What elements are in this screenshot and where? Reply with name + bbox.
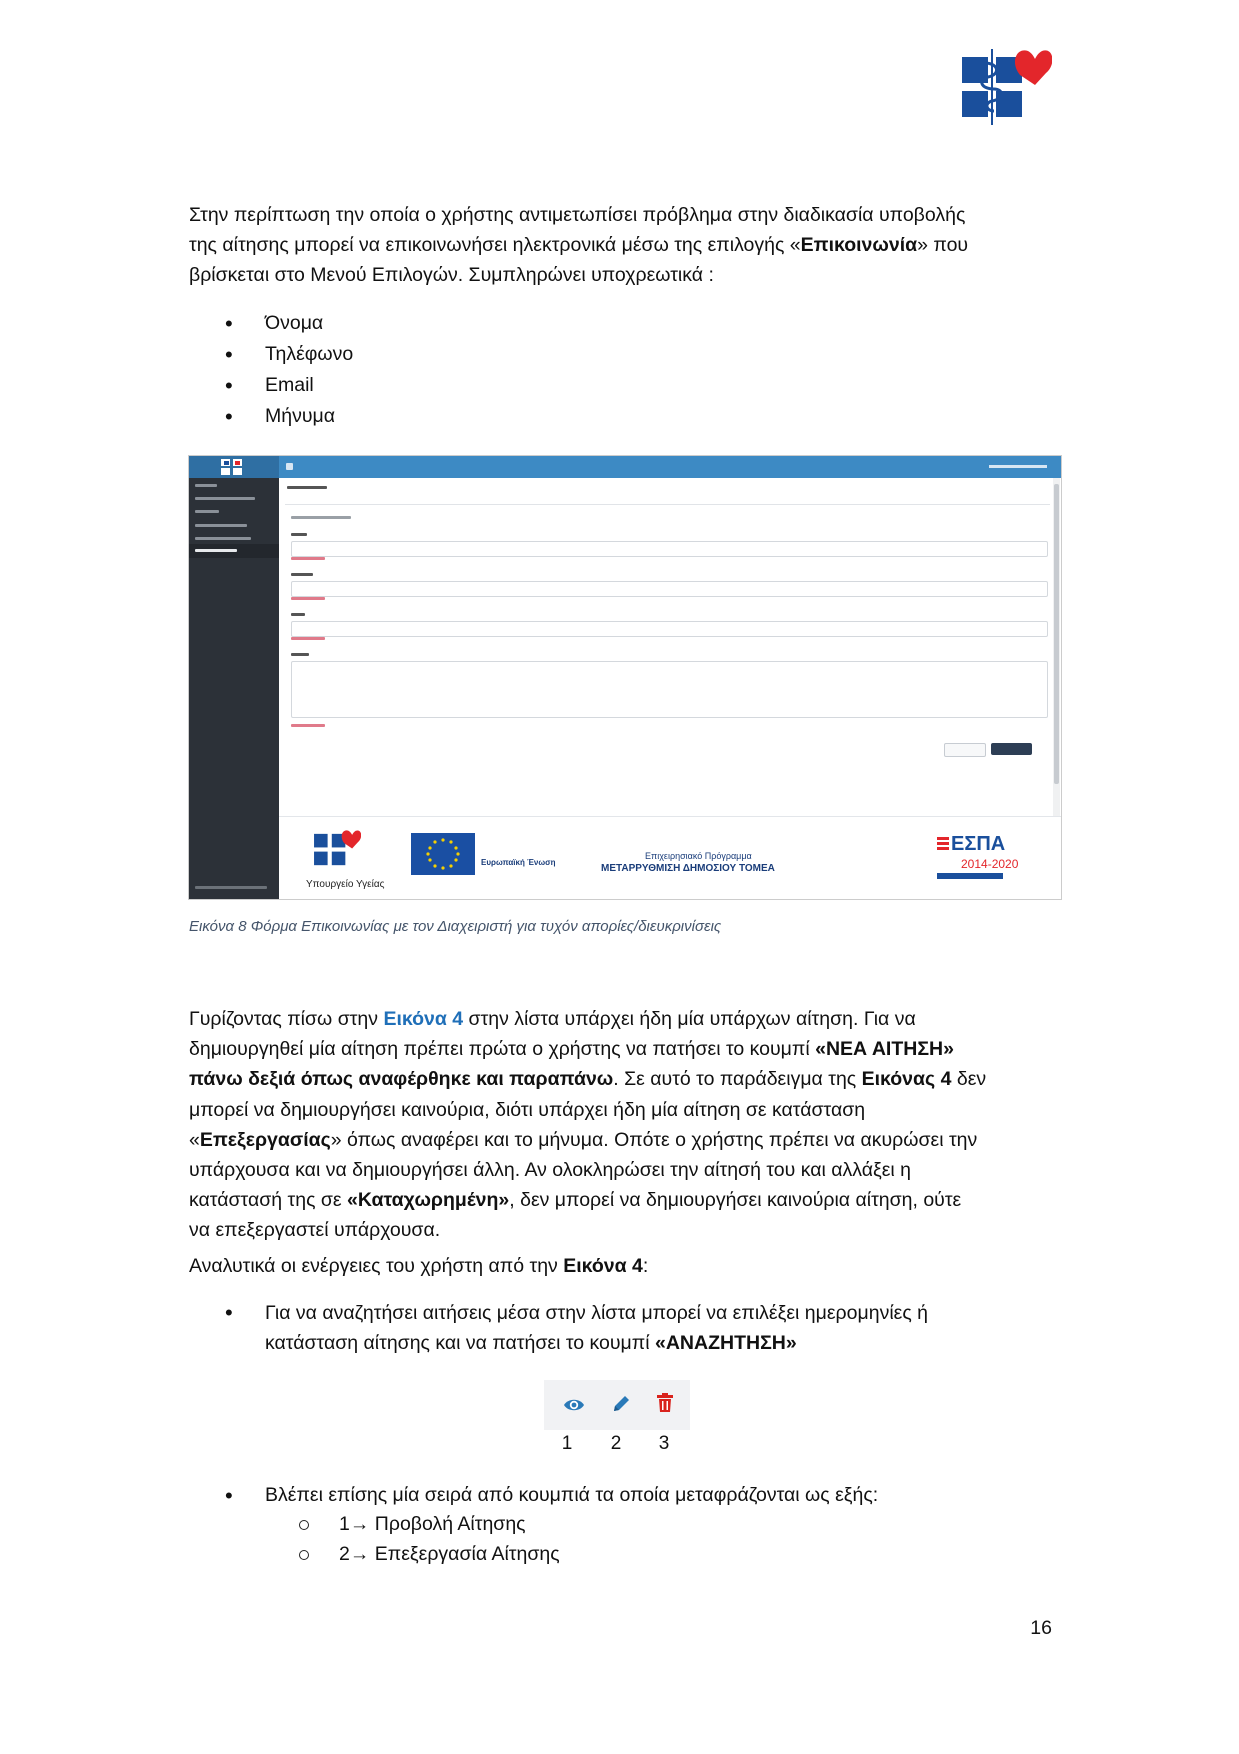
cancel-button[interactable] bbox=[944, 743, 986, 757]
espa-stripes bbox=[937, 837, 949, 851]
pencil-icon[interactable] bbox=[610, 1393, 632, 1415]
search-bullet bbox=[189, 1298, 1069, 1358]
list-item: 1→ Προβολή Αίτησης bbox=[299, 1509, 560, 1539]
espa-tagline bbox=[937, 873, 1003, 879]
phone-input[interactable] bbox=[291, 581, 1048, 597]
send-button[interactable] bbox=[991, 743, 1032, 755]
contact-option-ref: Επικοινωνία bbox=[800, 234, 918, 256]
action-label-3: 3 bbox=[658, 1433, 670, 1454]
app-sidebar bbox=[189, 478, 279, 899]
buttons-bullet bbox=[189, 1480, 1069, 1511]
app-footer bbox=[279, 816, 1061, 900]
required-fields-list bbox=[189, 308, 353, 432]
list-item: • Email bbox=[189, 370, 353, 401]
list-item: • Όνομα bbox=[189, 308, 353, 339]
figure-caption: Εικόνα 8 Φόρμα Επικοινωνίας με τον Διαχειριστή για τυχόν απορίες/διευκρινίσεις bbox=[189, 918, 722, 935]
trash-icon[interactable] bbox=[656, 1392, 674, 1414]
list-item: 2→ Επεξεργασία Αίτησης bbox=[299, 1539, 560, 1569]
figure-4-link[interactable]: Εικόνα 4 bbox=[383, 1008, 464, 1030]
footer-program-line2: ΜΕΤΑΡΡΥΘΜΙΣΗ ΔΗΜΟΣΙΟΥ ΤΟΜΕΑ bbox=[601, 863, 775, 874]
eu-flag-icon bbox=[411, 833, 475, 875]
name-input[interactable] bbox=[291, 541, 1048, 557]
buttons-sublist bbox=[299, 1509, 560, 1569]
sidebar-item[interactable] bbox=[195, 524, 247, 527]
footer-ministry-label: Υπουργείο Υγείας bbox=[306, 879, 385, 890]
home-icon[interactable] bbox=[286, 463, 293, 470]
list-item: • Για να αναζητήσει αιτήσεις μέσα στην λίστα μπορεί να επιλέξει ημερομηνίες ή κατάσταση αίτησης και να πατήσει το κουμπί «ΑΝΑΖΗΤΗΣΗ» bbox=[189, 1298, 1069, 1358]
espa-years: 2014-2020 bbox=[961, 857, 1019, 871]
paragraph-figure4: Γυρίζοντας πίσω στην Εικόνα 4 στην λίστα υπάρχει ήδη μία υπάρχων αίτηση. Για να δημιουργηθεί μία αίτηση πρέπει πρώτα ο χρήστης να πατήσει το κουμπί «ΝΕΑ ΑΙΤΗΣΗ» πάνω δεξιά όπως αναφέρθηκε και παραπάνω. Σε αυτό το παράδειγμα της Εικόνας 4 δεν μπορεί να δημιουργήσει καινούρια, διότι υπάρχει ήδη μία αίτηση σε κατάσταση «Επεξεργασίας» όπως αναφέρει και το μήνυμα. Οπότε ο χρήστης πρέπει να ακυρώσει την υπάρχουσα και να δημιουργήσει άλλη. Αν ολοκληρώσει την αίτησή του και αλλάξει η κατάστασή της σε «Καταχωρημένη», δεν μπορεί να δημιουργήσει καινούρια αίτηση, ούτε να επεξεργαστεί υπάρχουσα. bbox=[189, 1008, 987, 1242]
ministry-logo bbox=[960, 45, 1052, 127]
footer-program-line1: Επιχειρησιακό Πρόγραμμα bbox=[645, 851, 752, 861]
message-textarea[interactable] bbox=[291, 661, 1048, 718]
page-number: 16 bbox=[1030, 1617, 1052, 1639]
footer-eu-label: Ευρωπαϊκή Ένωση bbox=[481, 858, 556, 867]
paragraph-actions-intro: Αναλυτικά οι ενέργειες του χρήστη από την Εικόνα 4: bbox=[189, 1255, 649, 1277]
user-menu[interactable] bbox=[989, 465, 1047, 468]
email-input[interactable] bbox=[291, 621, 1048, 637]
espa-title: ΕΣΠΑ bbox=[951, 833, 1006, 855]
list-item: • Μήνυμα bbox=[189, 401, 353, 432]
eye-icon[interactable] bbox=[563, 1394, 585, 1416]
list-item: • Βλέπει επίσης μία σειρά από κουμπιά τα οποία μεταφράζονται ως εξής: bbox=[189, 1480, 1069, 1511]
sidebar-item[interactable] bbox=[195, 497, 255, 500]
app-brand bbox=[189, 456, 279, 478]
list-item: • Τηλέφωνο bbox=[189, 339, 353, 370]
action-label-2: 2 bbox=[610, 1433, 622, 1454]
intro-paragraph: Στην περίπτωση την οποία ο χρήστης αντιμετωπίσει πρόβλημα στην διαδικασία υποβολής της αίτησης μπορεί να επικοινωνήσει ηλεκτρονικά μέσω της επιλογής «Επικοινωνία» που βρίσκεται στο Μενού Επιλογών. Συμπληρώνει υποχρεωτικά : bbox=[189, 204, 969, 286]
app-topbar bbox=[189, 456, 1061, 478]
contact-form-screenshot bbox=[188, 455, 1062, 900]
action-label-1: 1 bbox=[561, 1433, 573, 1454]
sidebar-item[interactable] bbox=[195, 537, 251, 540]
ministry-footer-logo bbox=[313, 827, 361, 871]
